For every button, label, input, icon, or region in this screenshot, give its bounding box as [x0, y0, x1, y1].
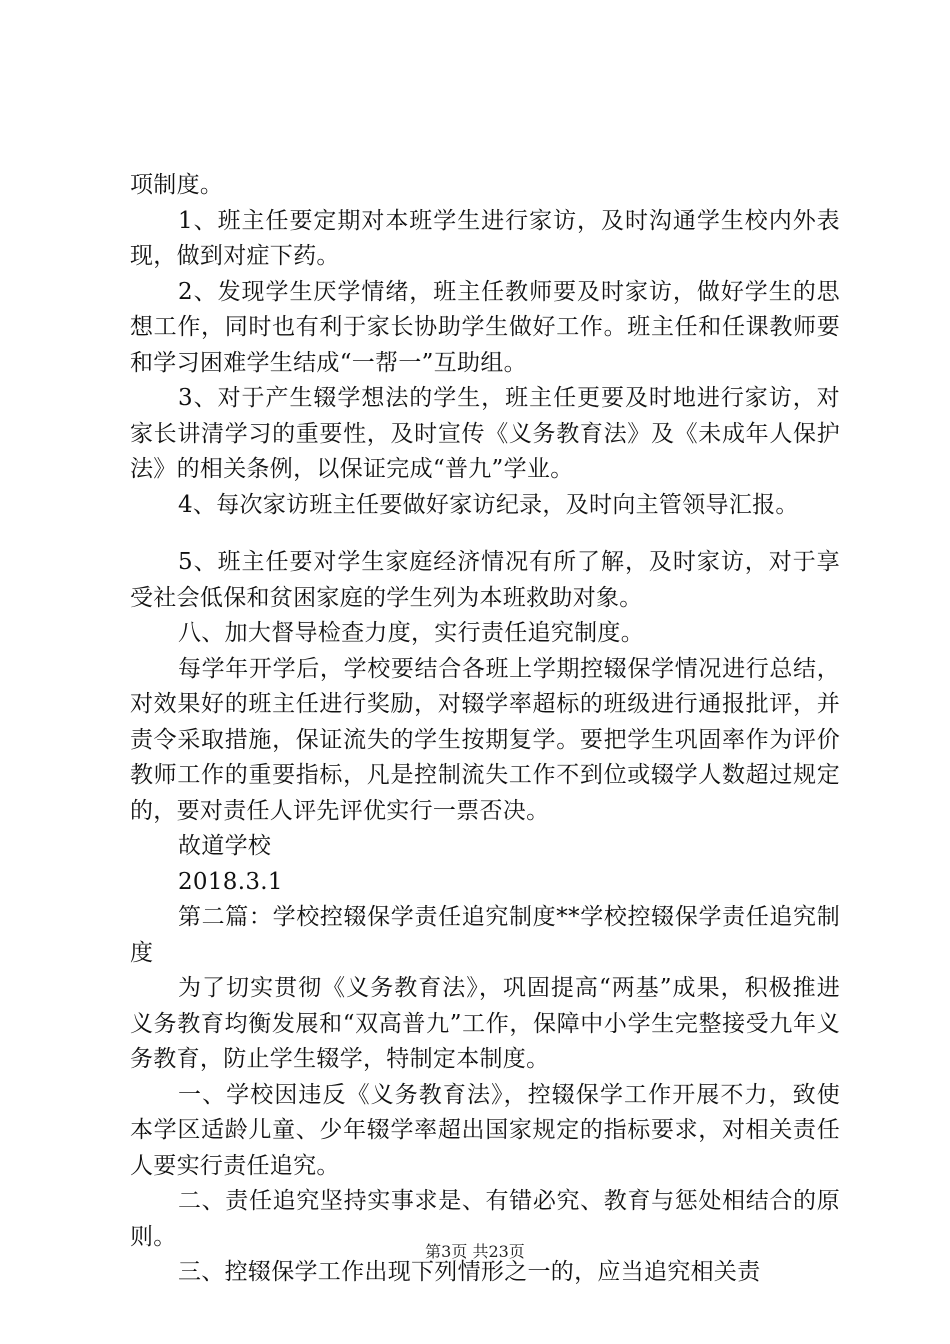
paragraph-continuation: 项制度。 — [130, 172, 224, 198]
paragraph-item-3: 3、对于产生辍学想法的学生，班主任更要及时地进行家访，对家长讲清学习的重要性，及时宣传《义务教育法》及《未成年人保护法》的相关条例，以保证完成“普九”学业。 — [130, 385, 840, 482]
paragraph-gap — [130, 523, 840, 545]
paragraph-supervision: 每学年开学后，学校要结合各班上学期控辍保学情况进行总结，对效果好的班主任进行奖励，对辍学率超标的班级进行通报批评，并责令采取措施，保证流失的学生按期复学。要把学生巩固率作为评价教师工作的重要指标，凡是控制流失工作不到位或辍学人数超过规定的，要对责任人评先评优实行一票否决。 — [130, 655, 840, 824]
signature-date: 2018.3.1 — [178, 868, 283, 895]
chapter-title: 第二篇：学校控辍保学责任追究制度**学校控辍保学责任追究制度 — [130, 904, 840, 966]
article-3: 三、控辍保学工作出现下列情形之一的，应当追究相关责 — [178, 1259, 761, 1285]
article-1: 一、学校因违反《义务教育法》，控辍保学工作开展不力，致使本学区适龄儿童、少年辍学率超出国家规定的指标要求，对相关责任人要实行责任追究。 — [130, 1081, 840, 1179]
paragraph-item-4: 4、每次家访班主任要做好家访纪录，及时向主管领导汇报。 — [178, 491, 799, 518]
page-footer: 第3页 共23页 — [425, 1242, 525, 1261]
paragraph-item-5: 5、班主任要对学生家庭经济情况有所了解，及时家访，对于享受社会低保和贫困家庭的学生列为本班救助对象。 — [130, 549, 840, 611]
section-heading-8: 八、加大督导检查力度，实行责任追究制度。 — [178, 620, 644, 646]
paragraph-intro: 为了切实贯彻《义务教育法》，巩固提高“两基”成果，积极推进义务教育均衡发展和“双高普九”工作，保障中小学生完整接受九年义务教育，防止学生辍学，特制定本制度。 — [130, 975, 840, 1072]
article-2: 二、责任追究坚持实事求是、有错必究、教育与惩处相结合的原则。 — [130, 1188, 840, 1250]
signature-school: 故道学校 — [178, 833, 272, 859]
paragraph-item-1: 1、班主任要定期对本班学生进行家访，及时沟通学生校内外表现，做到对症下药。 — [130, 207, 840, 269]
paragraph-item-2: 2、发现学生厌学情绪，班主任教师要及时家访，做好学生的思想工作，同时也有利于家长协助学生做好工作。班主任和任课教师要和学习困难学生结成“一帮一”互助组。 — [130, 278, 840, 376]
document-body — [130, 168, 840, 1291]
